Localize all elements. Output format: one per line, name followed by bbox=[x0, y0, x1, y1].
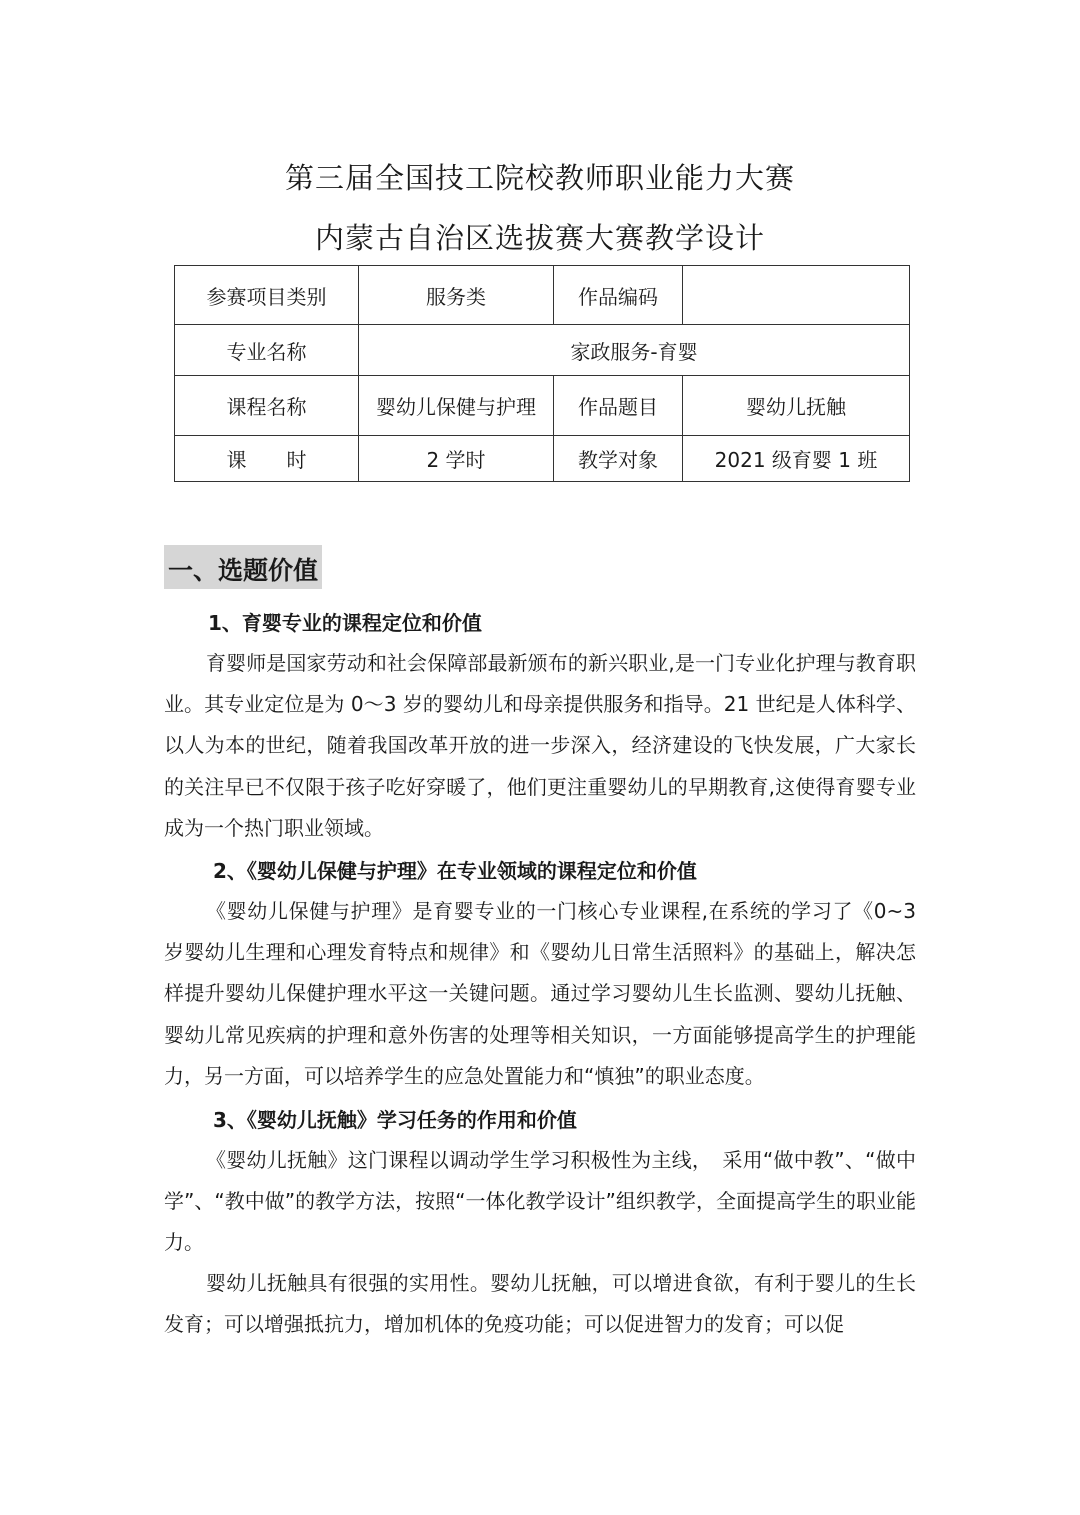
project-category-value: 服务类 bbox=[359, 266, 554, 325]
work-code-value bbox=[683, 266, 910, 325]
table-row bbox=[175, 266, 910, 325]
project-category-label: 参赛项目类别 bbox=[175, 266, 359, 325]
document-title-line2: 内蒙古自治区选拔赛大赛教学设计 bbox=[314, 221, 765, 255]
document-title-line1: 第三届全国技工院校教师职业能力大赛 bbox=[284, 161, 795, 195]
subheading-2: 2、《婴幼儿保健与护理》在专业领域的课程定位和价值 bbox=[213, 859, 697, 883]
paragraph-4: 婴幼儿抚触具有很强的实用性。婴幼儿抚触，可以增进食欲，有利于婴儿的生长发育；可以增强抵抗力，增加机体的免疫功能；可以促进智力的发育；可以促 bbox=[164, 1271, 916, 1337]
hours-label: 课 时 bbox=[175, 436, 359, 482]
subheading-1: 1、育婴专业的课程定位和价值 bbox=[208, 611, 482, 635]
table-row bbox=[175, 376, 910, 436]
work-title-label: 作品题目 bbox=[554, 376, 683, 436]
paragraph-3: 《婴幼儿抚触》这门课程以调动学生学习积极性为主线， 采用“做中教”、“做中学”、“教中做”的教学方法，按照“一体化教学设计”组织教学，全面提高学生的职业能力。 bbox=[164, 1148, 916, 1255]
target-label: 教学对象 bbox=[554, 436, 683, 482]
course-value: 婴幼儿保健与护理 bbox=[359, 376, 554, 436]
target-value: 2021 级育婴 1 班 bbox=[683, 436, 910, 482]
major-label: 专业名称 bbox=[175, 325, 359, 376]
work-title-value: 婴幼儿抚触 bbox=[683, 376, 910, 436]
major-value: 家政服务-育婴 bbox=[359, 325, 910, 376]
paragraph-1: 育婴师是国家劳动和社会保障部最新颁布的新兴职业,是一门专业化护理与教育职业。其专业定位是为 0～3 岁的婴幼儿和母亲提供服务和指导。21 世纪是人体科学、以人为本的世纪，随着我国改革开放的进一步深入，经济建设的飞快发展，广大家长的关注早已不仅限于孩子吃好穿暖了，他们更注重婴幼儿的早期教育,这使得育婴专业成为一个热门职业领域。 bbox=[164, 651, 916, 840]
hours-value: 2 学时 bbox=[359, 436, 554, 482]
table-row bbox=[175, 436, 910, 482]
section-heading: 一、选题价值 bbox=[164, 545, 322, 589]
work-code-label: 作品编码 bbox=[554, 266, 683, 325]
paragraph-2: 《婴幼儿保健与护理》是育婴专业的一门核心专业课程,在系统的学习了《0~3 岁婴幼儿生理和心理发育特点和规律》和《婴幼儿日常生活照料》的基础上，解决怎样提升婴幼儿保健护理水平这一关键问题。通过学习婴幼儿生长监测、婴幼儿抚触、婴幼儿常见疾病的护理和意外伤害的处理等相关知识，一方面能够提高学生的护理能力，另一方面，可以培养学生的应急处置能力和“慎独”的职业态度。 bbox=[164, 899, 916, 1088]
info-table bbox=[174, 265, 910, 482]
subheading-3: 3、《婴幼儿抚触》学习任务的作用和价值 bbox=[213, 1108, 577, 1132]
table-row bbox=[175, 325, 910, 376]
course-label: 课程名称 bbox=[175, 376, 359, 436]
